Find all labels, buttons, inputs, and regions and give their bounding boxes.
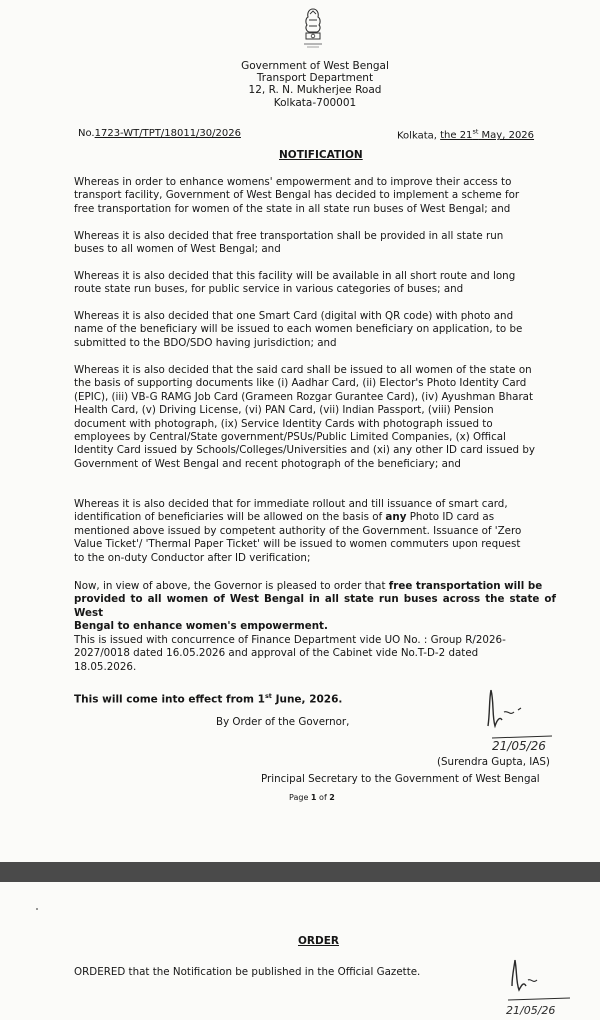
header-department: Transport Department [256,72,374,85]
date-day: the 21 [440,130,473,142]
department-header [160,60,470,109]
date-underlined [440,130,534,141]
date-suffix: st [472,128,479,136]
page-total: 2 [329,793,335,802]
paragraph-5: Whereas it is also decided that the said card shall be issued to all women of the state on the basis of supporting documents like (i) Aadhar Card, (ii) Elector's Photo Identity Card (EPIC), (iii) VB-G RAMG Job Card (Grameen Rozgar Gurantee Card), (iv) Ayushman Bharat Health Card, (v) Driving License, (vi) PAN Card, (vii) Indian Passport, (viii) Pension document with photograph, (ix) Service Identity Cards with photograph issued to employees by Central/State government/PSUs/Public Limited Companies, (x) Offical Identity Card issued by Schools/Colleges/Universities and (xi) any other ID card issued by Government of West Bengal and recent photograph of the beneficiary; and [74,364,535,470]
reference-value: 1723-WT/TPT/18011/30/2026 [94,128,241,139]
date-prefix: Kolkata, [397,130,441,142]
header-government: Government of West Bengal [241,60,389,72]
header-city: Kolkata-700001 [273,96,357,109]
paragraph-6-emphasis: any [385,511,407,524]
signature-icon [500,956,580,1020]
effective-rest: June, 2026. [271,693,343,706]
paragraph-2: Whereas it is also decided that free transportation shall be provided in all state run buses to all women of West Bengal; and [74,230,504,256]
reference-date [397,128,534,141]
notification-title: NOTIFICATION [279,149,363,161]
header-address: 12, R. N. Mukherjee Road [248,84,382,97]
state-emblem-icon [298,6,328,52]
paragraph-7 [74,580,556,634]
paragraph-4: Whereas it is also decided that one Smart Card (digital with QR code) with photo and name of the beneficiary will be issued to each women beneficiary on application, to be submitted to the BDO/SDO having jurisdiction; and [74,310,523,349]
order-text: ORDERED that the Notification be published in the Official Gazette. [74,966,421,978]
signature-date-2: 21/05/26 [506,1004,556,1017]
paragraph-6 [74,498,556,565]
signatory-name: (Surendra Gupta, IAS) [437,756,550,768]
page-current: 1 [310,793,317,802]
by-order-line: By Order of the Governor, [216,716,350,728]
effective-suffix: st [264,692,272,700]
page-mid: of [316,793,330,802]
date-rest: May, 2026 [478,130,535,142]
page-number [289,793,335,802]
paragraph-7-emphasis: free transportation will be provided to all women of West Bengal in all state run buses across the state of West Bengal to enhance women's empowerment. [74,580,556,633]
order-title: ORDER [298,935,339,947]
reference-prefix: No. [78,128,95,139]
paragraph-6-start: Whereas it is also decided that for immediate rollout and till issuance of smart card, identification of beneficiaries will be allowed on the basis of [74,498,508,524]
paragraph-3: Whereas it is also decided that this facility will be available in all short route and long route state run buses, for public service in various categories of buses; and [74,270,516,296]
paragraph-6-end: Photo ID card as mentioned above issued by competent authority of the Government. Issuance of 'Zero Value Ticket'/ 'Thermal Paper Ticket' will be issued to women commuters upon request to the on-duty Conductor after ID verification; [74,511,522,564]
effective-prefix: This will come into effect from 1 [74,693,265,706]
paragraph-1: Whereas in order to enhance womens' empowerment and to improve their access to transport facility, Government of West Bengal has decided to implement a scheme for free transportation for women of the state in all state run buses of West Bengal; and [74,176,520,215]
paragraph-7-start: Now, in view of above, the Governor is pleased to order that [74,580,389,592]
signature-date: 21/05/26 [492,739,546,752]
scan-speck [36,908,38,910]
paragraph-8: This is issued with concurrence of Finance Department vide UO No. : Group R/2026- 2027/0018 dated 16.05.2026 and approval of the Cabinet vide No.T-D-2 dated 18.05.2026. [74,634,506,673]
signature-icon [478,682,568,752]
order-page [0,882,600,1020]
effective-date [74,692,342,706]
page-prefix: Page [289,793,311,802]
reference-number [78,128,241,139]
signatory-designation: Principal Secretary to the Government of West Bengal [261,773,540,785]
